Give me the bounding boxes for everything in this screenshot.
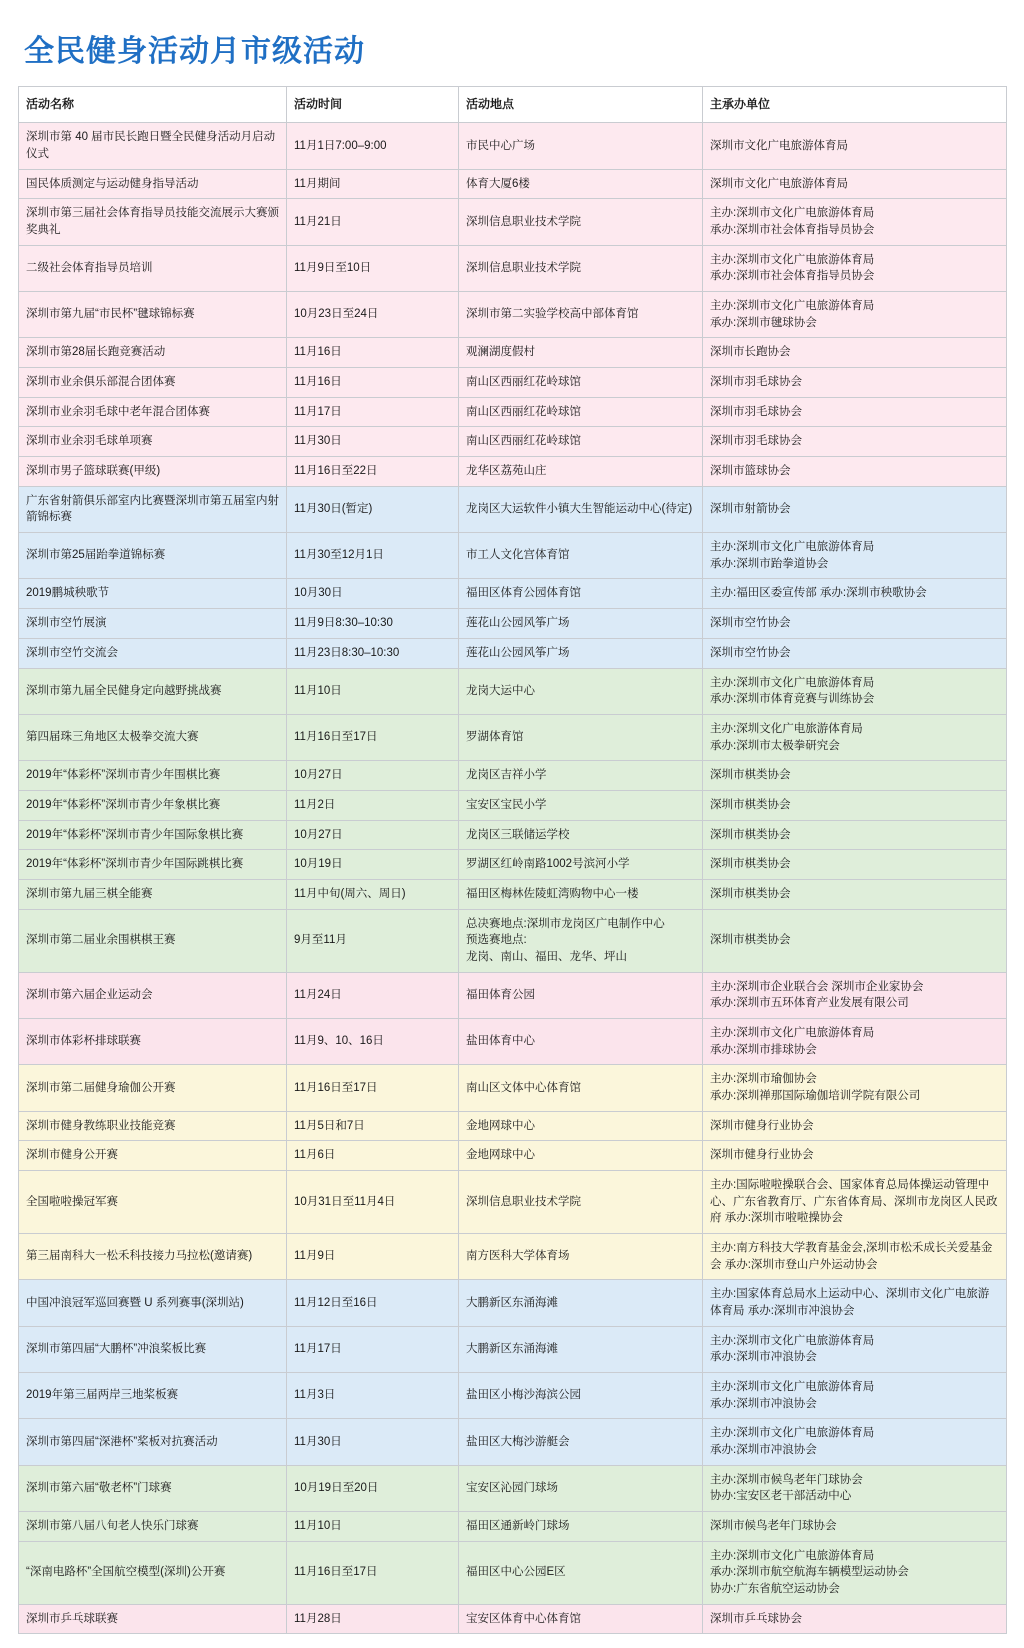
table-row xyxy=(19,427,1007,457)
cell-event-time: 11月23日8:30–10:30 xyxy=(287,638,459,668)
cell-event-org: 主办:深圳市文化广电旅游体育局 承办:深圳市跆拳道协会 xyxy=(703,533,1007,579)
cell-event-org: 深圳市乒乓球协会 xyxy=(703,1604,1007,1634)
cell-event-name: 深圳市第六届“敬老杯”门球赛 xyxy=(19,1465,287,1511)
cell-event-time: 11月16日至22日 xyxy=(287,457,459,487)
cell-event-time: 11月16日 xyxy=(287,338,459,368)
cell-event-org: 主办:南方科技大学教育基金会,深圳市松禾成长关爱基金会 承办:深圳市登山户外运动协会 xyxy=(703,1233,1007,1279)
cell-event-time: 11月12日至16日 xyxy=(287,1280,459,1326)
cell-event-org: 深圳市文化广电旅游体育局 xyxy=(703,123,1007,169)
cell-event-time: 11月30日 xyxy=(287,427,459,457)
table-row xyxy=(19,761,1007,791)
cell-event-place: 莲花山公园风筝广场 xyxy=(459,609,703,639)
cell-event-place: 南山区西丽红花岭球馆 xyxy=(459,397,703,427)
cell-event-org: 主办:福田区委宣传部 承办:深圳市秧歌协会 xyxy=(703,579,1007,609)
table-row xyxy=(19,1465,1007,1511)
table-row xyxy=(19,714,1007,760)
cell-event-org: 主办:深圳市文化广电旅游体育局 承办:深圳市冲浪协会 xyxy=(703,1419,1007,1465)
cell-event-name: 深圳市第三届社会体育指导员技能交流展示大赛颁奖典礼 xyxy=(19,199,287,245)
table-row xyxy=(19,579,1007,609)
cell-event-time: 10月27日 xyxy=(287,820,459,850)
cell-event-org: 深圳市长跑协会 xyxy=(703,338,1007,368)
table-row xyxy=(19,1111,1007,1141)
cell-event-time: 11月1日7:00–9:00 xyxy=(287,123,459,169)
cell-event-name: 2019鹏城秧歌节 xyxy=(19,579,287,609)
table-row xyxy=(19,879,1007,909)
cell-event-org: 主办:深圳市文化广电旅游体育局 承办:深圳市社会体育指导员协会 xyxy=(703,199,1007,245)
cell-event-org: 主办:深圳市文化广电旅游体育局 承办:深圳市冲浪协会 xyxy=(703,1326,1007,1372)
table-row xyxy=(19,368,1007,398)
cell-event-org: 主办:深圳市文化广电旅游体育局 承办:深圳市社会体育指导员协会 xyxy=(703,245,1007,291)
table-row xyxy=(19,397,1007,427)
cell-event-place: 龙岗区三联储运学校 xyxy=(459,820,703,850)
cell-event-org: 深圳市羽毛球协会 xyxy=(703,368,1007,398)
cell-event-place: 南山区文体中心体育馆 xyxy=(459,1065,703,1111)
cell-event-place: 盐田体育中心 xyxy=(459,1018,703,1064)
cell-event-name: 2019年“体彩杯”深圳市青少年国际跳棋比赛 xyxy=(19,850,287,880)
cell-event-name: 广东省射箭俱乐部室内比赛暨深圳市第五届室内射箭锦标赛 xyxy=(19,486,287,532)
table-row xyxy=(19,1065,1007,1111)
cell-event-place: 大鹏新区东涌海滩 xyxy=(459,1280,703,1326)
cell-event-place: 深圳信息职业技术学院 xyxy=(459,245,703,291)
table-row xyxy=(19,457,1007,487)
cell-event-place: 金地网球中心 xyxy=(459,1141,703,1171)
cell-event-name: 2019年第三届两岸三地桨板赛 xyxy=(19,1372,287,1418)
cell-event-org: 深圳市空竹协会 xyxy=(703,609,1007,639)
cell-event-place: 龙岗区吉祥小学 xyxy=(459,761,703,791)
cell-event-name: 深圳市空竹展演 xyxy=(19,609,287,639)
cell-event-time: 10月31日至11月4日 xyxy=(287,1170,459,1233)
cell-event-name: 深圳市第 40 届市民长跑日暨全民健身活动月启动仪式 xyxy=(19,123,287,169)
table-row xyxy=(19,790,1007,820)
table-row xyxy=(19,1326,1007,1372)
cell-event-name: 深圳市第九届全民健身定向越野挑战赛 xyxy=(19,668,287,714)
cell-event-time: 11月24日 xyxy=(287,972,459,1018)
cell-event-time: 11月10日 xyxy=(287,1512,459,1542)
table-row xyxy=(19,169,1007,199)
table-row xyxy=(19,486,1007,532)
table-row xyxy=(19,638,1007,668)
cell-event-place: 龙华区荔苑山庄 xyxy=(459,457,703,487)
cell-event-name: 深圳市第九届三棋全能赛 xyxy=(19,879,287,909)
page-title: 全民健身活动月市级活动 xyxy=(24,35,365,68)
cell-event-org: 主办:深圳文化广电旅游体育局 承办:深圳市太极拳研究会 xyxy=(703,714,1007,760)
cell-event-name: 中国冲浪冠军巡回赛暨 U 系列赛事(深圳站) xyxy=(19,1280,287,1326)
cell-event-org: 主办:国际啦啦操联合会、国家体育总局体操运动管理中心、广东省教育厅、广东省体育局、深圳市龙岗区人民政府 承办:深圳市啦啦操协会 xyxy=(703,1170,1007,1233)
cell-event-name: 二级社会体育指导员培训 xyxy=(19,245,287,291)
column-header-place: 活动地点 xyxy=(459,87,703,123)
cell-event-org: 深圳市棋类协会 xyxy=(703,879,1007,909)
cell-event-time: 11月2日 xyxy=(287,790,459,820)
cell-event-name: 深圳市业余羽毛球中老年混合团体赛 xyxy=(19,397,287,427)
cell-event-name: 深圳市空竹交流会 xyxy=(19,638,287,668)
cell-event-org: 深圳市棋类协会 xyxy=(703,909,1007,972)
cell-event-org: 主办:深圳市文化广电旅游体育局 承办:深圳市毽球协会 xyxy=(703,292,1007,338)
cell-event-place: 体育大厦6楼 xyxy=(459,169,703,199)
table-row xyxy=(19,1604,1007,1634)
cell-event-time: 11月28日 xyxy=(287,1604,459,1634)
cell-event-place: 总决赛地点:深圳市龙岗区广电制作中心 预选赛地点: 龙岗、南山、福田、龙华、坪山 xyxy=(459,909,703,972)
cell-event-org: 深圳市棋类协会 xyxy=(703,820,1007,850)
cell-event-name: 全国啦啦操冠军赛 xyxy=(19,1170,287,1233)
cell-event-time: 11月17日 xyxy=(287,397,459,427)
cell-event-time: 11月期间 xyxy=(287,169,459,199)
cell-event-place: 福田区体育公园体育馆 xyxy=(459,579,703,609)
cell-event-time: 10月27日 xyxy=(287,761,459,791)
cell-event-time: 11月9日8:30–10:30 xyxy=(287,609,459,639)
cell-event-place: 福田区中心公园E区 xyxy=(459,1541,703,1604)
cell-event-place: 市工人文化宫体育馆 xyxy=(459,533,703,579)
cell-event-place: 大鹏新区东涌海滩 xyxy=(459,1326,703,1372)
cell-event-place: 金地网球中心 xyxy=(459,1111,703,1141)
cell-event-place: 莲花山公园风筝广场 xyxy=(459,638,703,668)
cell-event-time: 11月中旬(周六、周日) xyxy=(287,879,459,909)
table-row xyxy=(19,609,1007,639)
cell-event-org: 深圳市健身行业协会 xyxy=(703,1141,1007,1171)
cell-event-time: 11月16日 xyxy=(287,368,459,398)
table-row xyxy=(19,668,1007,714)
cell-event-name: 深圳市第六届企业运动会 xyxy=(19,972,287,1018)
cell-event-place: 南方医科大学体育场 xyxy=(459,1233,703,1279)
cell-event-name: 2019年“体彩杯”深圳市青少年围棋比赛 xyxy=(19,761,287,791)
cell-event-place: 盐田区大梅沙游艇会 xyxy=(459,1419,703,1465)
table-row xyxy=(19,1512,1007,1542)
cell-event-name: 第三届南科大一松禾科技接力马拉松(邀请赛) xyxy=(19,1233,287,1279)
cell-event-time: 11月17日 xyxy=(287,1326,459,1372)
cell-event-time: 11月3日 xyxy=(287,1372,459,1418)
cell-event-time: 11月21日 xyxy=(287,199,459,245)
cell-event-time: 11月16日至17日 xyxy=(287,1541,459,1604)
cell-event-place: 深圳市第二实验学校高中部体育馆 xyxy=(459,292,703,338)
cell-event-time: 11月10日 xyxy=(287,668,459,714)
events-table xyxy=(18,86,1007,1634)
cell-event-place: 福田区通新岭门球场 xyxy=(459,1512,703,1542)
cell-event-place: 福田体育公园 xyxy=(459,972,703,1018)
cell-event-place: 龙岗大运中心 xyxy=(459,668,703,714)
table-header-row xyxy=(19,87,1007,123)
cell-event-org: 深圳市候鸟老年门球协会 xyxy=(703,1512,1007,1542)
table-row xyxy=(19,292,1007,338)
cell-event-org: 主办:深圳市瑜伽协会 承办:深圳禅那国际瑜伽培训学院有限公司 xyxy=(703,1065,1007,1111)
cell-event-org: 主办:深圳市企业联合会 深圳市企业家协会 承办:深圳市五环体育产业发展有限公司 xyxy=(703,972,1007,1018)
cell-event-place: 罗湖区红岭南路1002号滨河小学 xyxy=(459,850,703,880)
column-header-time: 活动时间 xyxy=(287,87,459,123)
cell-event-name: 2019年“体彩杯”深圳市青少年国际象棋比赛 xyxy=(19,820,287,850)
cell-event-name: 深圳市第八届八旬老人快乐门球赛 xyxy=(19,1512,287,1542)
table-row xyxy=(19,245,1007,291)
cell-event-time: 10月23日至24日 xyxy=(287,292,459,338)
cell-event-time: 11月16日至17日 xyxy=(287,1065,459,1111)
cell-event-time: 11月30日(暂定) xyxy=(287,486,459,532)
table-row xyxy=(19,533,1007,579)
cell-event-org: 深圳市棋类协会 xyxy=(703,850,1007,880)
cell-event-org: 深圳市羽毛球协会 xyxy=(703,397,1007,427)
cell-event-time: 10月19日 xyxy=(287,850,459,880)
cell-event-org: 主办:国家体育总局水上运动中心、深圳市文化广电旅游体育局 承办:深圳市冲浪协会 xyxy=(703,1280,1007,1326)
cell-event-org: 深圳市文化广电旅游体育局 xyxy=(703,169,1007,199)
table-body xyxy=(19,123,1007,1634)
cell-event-name: 第四届珠三角地区太极拳交流大赛 xyxy=(19,714,287,760)
table-row xyxy=(19,338,1007,368)
cell-event-name: 深圳市业余俱乐部混合团体赛 xyxy=(19,368,287,398)
cell-event-name: 深圳市第25届跆拳道锦标赛 xyxy=(19,533,287,579)
cell-event-place: 南山区西丽红花岭球馆 xyxy=(459,427,703,457)
cell-event-place: 南山区西丽红花岭球馆 xyxy=(459,368,703,398)
cell-event-org: 深圳市空竹协会 xyxy=(703,638,1007,668)
cell-event-time: 11月6日 xyxy=(287,1141,459,1171)
table-row xyxy=(19,1280,1007,1326)
column-header-org: 主承办单位 xyxy=(703,87,1007,123)
table-row xyxy=(19,123,1007,169)
table-row xyxy=(19,1018,1007,1064)
cell-event-name: 深圳市健身教练职业技能竞赛 xyxy=(19,1111,287,1141)
cell-event-name: 深圳市乒乓球联赛 xyxy=(19,1604,287,1634)
cell-event-time: 10月30日 xyxy=(287,579,459,609)
table-row xyxy=(19,1141,1007,1171)
cell-event-name: 深圳市体彩杯排球联赛 xyxy=(19,1018,287,1064)
cell-event-time: 11月5日和7日 xyxy=(287,1111,459,1141)
cell-event-name: 深圳市第二届业余围棋棋王赛 xyxy=(19,909,287,972)
cell-event-org: 主办:深圳市文化广电旅游体育局 承办:深圳市体育竞赛与训练协会 xyxy=(703,668,1007,714)
cell-event-place: 福田区梅林佐陵虹湾购物中心一楼 xyxy=(459,879,703,909)
cell-event-org: 深圳市射箭协会 xyxy=(703,486,1007,532)
cell-event-time: 9月至11月 xyxy=(287,909,459,972)
cell-event-name: 深圳市第28届长跑竞赛活动 xyxy=(19,338,287,368)
cell-event-time: 11月16日至17日 xyxy=(287,714,459,760)
cell-event-time: 11月9日 xyxy=(287,1233,459,1279)
table-row xyxy=(19,820,1007,850)
cell-event-name: 深圳市第四届“大鹏杯”冲浪桨板比赛 xyxy=(19,1326,287,1372)
cell-event-org: 主办:深圳市文化广电旅游体育局 承办:深圳市冲浪协会 xyxy=(703,1372,1007,1418)
cell-event-org: 深圳市棋类协会 xyxy=(703,790,1007,820)
table-row xyxy=(19,850,1007,880)
cell-event-org: 主办:深圳市文化广电旅游体育局 承办:深圳市排球协会 xyxy=(703,1018,1007,1064)
cell-event-name: 深圳市第二届健身瑜伽公开赛 xyxy=(19,1065,287,1111)
cell-event-name: “深南电路杯”全国航空模型(深圳)公开赛 xyxy=(19,1541,287,1604)
table-row xyxy=(19,1372,1007,1418)
table-row xyxy=(19,1541,1007,1604)
table-row xyxy=(19,909,1007,972)
cell-event-place: 宝安区体育中心体育馆 xyxy=(459,1604,703,1634)
cell-event-time: 11月30日 xyxy=(287,1419,459,1465)
cell-event-place: 深圳信息职业技术学院 xyxy=(459,1170,703,1233)
cell-event-time: 10月19日至20日 xyxy=(287,1465,459,1511)
cell-event-org: 深圳市羽毛球协会 xyxy=(703,427,1007,457)
table-row xyxy=(19,1170,1007,1233)
cell-event-time: 11月30至12月1日 xyxy=(287,533,459,579)
cell-event-name: 深圳市第四届“深港杯”桨板对抗赛活动 xyxy=(19,1419,287,1465)
cell-event-time: 11月9、10、16日 xyxy=(287,1018,459,1064)
cell-event-org: 主办:深圳市文化广电旅游体育局 承办:深圳市航空航海车辆模型运动协会 协办:广东省航空运动协会 xyxy=(703,1541,1007,1604)
table-row xyxy=(19,1233,1007,1279)
cell-event-place: 龙岗区大运软件小镇大生智能运动中心(待定) xyxy=(459,486,703,532)
cell-event-place: 盐田区小梅沙海滨公园 xyxy=(459,1372,703,1418)
cell-event-name: 深圳市健身公开赛 xyxy=(19,1141,287,1171)
table-row xyxy=(19,972,1007,1018)
cell-event-org: 深圳市篮球协会 xyxy=(703,457,1007,487)
cell-event-name: 深圳市男子篮球联赛(甲级) xyxy=(19,457,287,487)
cell-event-name: 国民体质测定与运动健身指导活动 xyxy=(19,169,287,199)
cell-event-place: 观澜湖度假村 xyxy=(459,338,703,368)
cell-event-place: 宝安区沁园门球场 xyxy=(459,1465,703,1511)
cell-event-place: 罗湖体育馆 xyxy=(459,714,703,760)
cell-event-org: 主办:深圳市候鸟老年门球协会 协办:宝安区老干部活动中心 xyxy=(703,1465,1007,1511)
cell-event-org: 深圳市棋类协会 xyxy=(703,761,1007,791)
table-row xyxy=(19,199,1007,245)
cell-event-place: 宝安区宝民小学 xyxy=(459,790,703,820)
table-row xyxy=(19,1419,1007,1465)
cell-event-name: 深圳市第九届“市民杯”毽球锦标赛 xyxy=(19,292,287,338)
cell-event-org: 深圳市健身行业协会 xyxy=(703,1111,1007,1141)
cell-event-name: 深圳市业余羽毛球单项赛 xyxy=(19,427,287,457)
cell-event-place: 市民中心广场 xyxy=(459,123,703,169)
cell-event-time: 11月9日至10日 xyxy=(287,245,459,291)
cell-event-name: 2019年“体彩杯”深圳市青少年象棋比赛 xyxy=(19,790,287,820)
cell-event-place: 深圳信息职业技术学院 xyxy=(459,199,703,245)
column-header-name: 活动名称 xyxy=(19,87,287,123)
